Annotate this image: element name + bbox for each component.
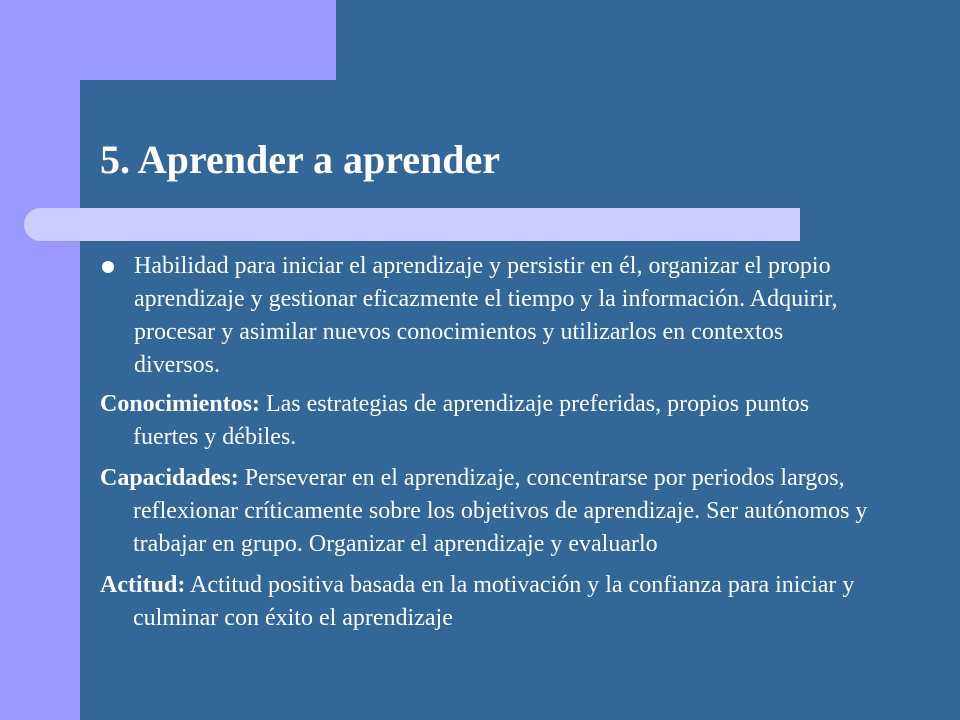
paragraph-actitud [100, 569, 870, 635]
paragraph-capacidades [100, 462, 870, 561]
paragraph-conocimientos [100, 388, 870, 454]
bullet-text: Habilidad para iniciar el aprendizaje y persistir en él, organizar el propio aprendizaje y gestionar eficazmente el tiempo y la información. Adquirir, procesar y asimilar nuevos conocimientos y utilizarlos en contextos diversos. [134, 253, 838, 378]
corner-decoration-top [0, 0, 336, 80]
title-underline-bar [24, 208, 800, 241]
slide-content [100, 250, 870, 643]
paragraph-label: Actitud: [100, 572, 186, 598]
paragraph-label: Conocimientos: [100, 391, 260, 417]
paragraph-text: Perseverar en el aprendizaje, concentrarse por periodos largos, reflexionar críticamente sobre los objetivos de aprendizaje. Ser autónomos y trabajar en grupo. Organizar el aprendizaje y evaluarlo [133, 465, 868, 557]
paragraph-text: Las estrategias de aprendizaje preferidas, propios puntos fuertes y débiles. [133, 391, 810, 450]
slide-title: 5. Aprender a aprender [100, 137, 501, 182]
bullet-item [100, 250, 870, 382]
paragraph-label: Capacidades: [100, 465, 239, 491]
paragraph-text: Actitud positiva basada en la motivación y la confianza para iniciar y culminar con éxito el aprendizaje [133, 572, 855, 631]
bullet-dot-icon [102, 261, 114, 273]
corner-decoration-left [0, 80, 80, 720]
